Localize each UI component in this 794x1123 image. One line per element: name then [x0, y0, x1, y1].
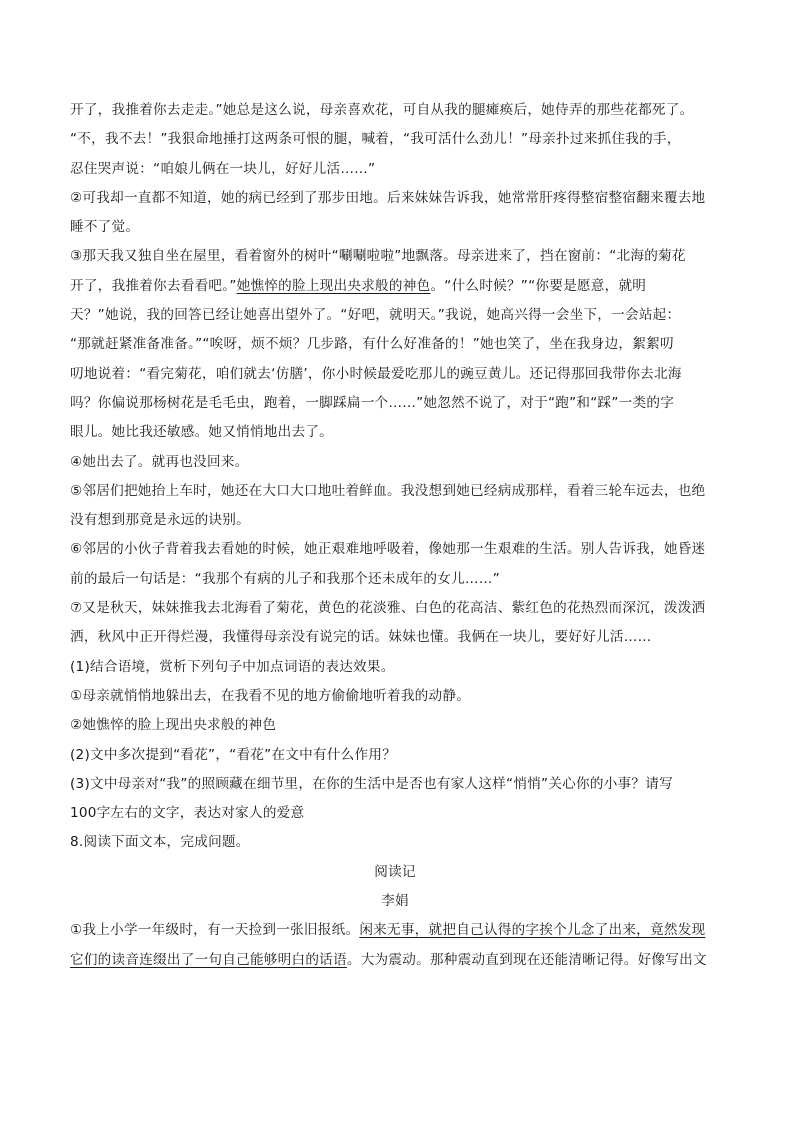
text-segment: ⑤邻居们把她抬上车时，她还在大口大口地吐着鲜血。我没想到她已经病成那样，看着三轮车远去，也绝: [70, 482, 706, 499]
text-segment: 叨地说着：“看完菊花，咱们就去‘仿膳’，你小时候最爱吃那儿的豌豆黄儿。还记得那回我带你去北海: [70, 365, 682, 382]
text-line: [70, 96, 720, 125]
underlined-text: 它们的读音连缀出了一句自己能够明白的话语: [70, 951, 347, 968]
text-segment: 。大为震动。那种震动直到现在还能清晰记得。好像写出文: [346, 951, 707, 968]
text-line: [70, 711, 720, 740]
text-line: [70, 887, 720, 916]
text-line: [70, 653, 720, 682]
text-segment: 开了，我推着你去看看吧。”: [70, 277, 237, 294]
text-line: [70, 330, 720, 359]
document-page: [70, 96, 720, 975]
text-line: [70, 448, 720, 477]
text-line: [70, 682, 720, 711]
underlined-text: 闲来无事，就把自己认得的字挨个儿念了出来，竟然发现: [359, 922, 706, 939]
text-segment: ①母亲就悄悄地躲出去，在我看不见的地方偷偷地听着我的动静。: [70, 687, 471, 704]
text-line: [70, 565, 720, 594]
text-segment: (1)结合语境，赏析下列句子中加点词语的表达效果。: [70, 658, 395, 675]
text-segment: ⑦又是秋天，妹妹推我去北海看了菊花，黄色的花淡雅、白色的花高洁、紫红色的花热烈而深沉，泼泼洒: [70, 600, 706, 617]
text-line: [70, 213, 720, 242]
text-segment: 阅读记: [374, 863, 416, 880]
text-segment: 忍住哭声说：“咱娘儿俩在一块儿，好好儿活……”: [70, 160, 376, 177]
text-line: [70, 242, 720, 271]
text-line: [70, 770, 720, 799]
text-segment: 睡不了觉。: [70, 219, 140, 236]
text-segment: ⑥邻居的小伙子背着我去看她的时候，她正艰难地呼吸着，像她那一生艰难的生活。别人告诉我，她昏迷: [70, 541, 706, 558]
text-segment: 100字左右的文字，表达对家人的爱意: [70, 805, 305, 822]
text-line: [70, 477, 720, 506]
text-line: [70, 272, 720, 301]
text-line: [70, 301, 720, 330]
text-line: [70, 594, 720, 623]
text-line: [70, 741, 720, 770]
text-segment: ③那天我又独自坐在屋里，看着窗外的树叶“唰唰啦啦”地飘落。母亲进来了，挡在窗前：“北海的菊花: [70, 248, 686, 265]
text-segment: 吗？你偏说那杨树花是毛毛虫，跑着，一脚踩扁一个……”她忽然不说了，对于“跑”和“踩”一类的字: [70, 394, 675, 411]
text-line: [70, 506, 720, 535]
text-segment: ④她出去了。就再也没回来。: [70, 453, 249, 470]
text-segment: 天？”她说，我的回答已经让她喜出望外了。“好吧，就明天。”我说，她高兴得一会坐下，一会站起：: [70, 307, 681, 324]
text-segment: 。“什么时候？”“你要是愿意，就明: [430, 277, 647, 294]
text-segment: “不，我不去！”我狠命地捶打这两条可恨的腿，喊着，“我可活什么劲儿！”母亲扑过来抓住我的手，: [70, 131, 681, 148]
text-line: [70, 418, 720, 447]
text-segment: “那就赶紧准备准备。”“唉呀，烦不烦？几步路，有什么好准备的！”她也笑了，坐在我身边，絮絮叨: [70, 336, 674, 353]
text-line: [70, 828, 720, 857]
text-segment: (3)文中母亲对“我”的照顾藏在细节里，在你的生活中是否也有家人这样“悄悄”关心你的小事？请写: [70, 775, 673, 792]
text-line: [70, 799, 720, 828]
text-line: [70, 916, 720, 945]
text-line: [70, 184, 720, 213]
text-line: [70, 389, 720, 418]
text-line: [70, 535, 720, 564]
text-segment: 前的最后一句话是：“我那个有病的儿子和我那个还未成年的女儿……”: [70, 570, 500, 587]
text-segment: 没有想到那竟是永远的诀别。: [70, 512, 250, 529]
text-segment: 洒，秋风中正开得烂漫，我懂得母亲没有说完的话。妹妹也懂。我俩在一块儿，要好好儿活……: [70, 629, 652, 646]
text-line: [70, 125, 720, 154]
text-segment: ①我上小学一年级时，有一天捡到一张旧报纸。: [70, 922, 360, 939]
underlined-text: 她憔悴的脸上现出央求般的神色: [236, 277, 431, 294]
text-line: [70, 623, 720, 652]
text-line: [70, 360, 720, 389]
text-segment: 开了，我推着你去走走。”她总是这么说，母亲喜欢花，可自从我的腿瘫痪后，她侍弄的那些花都死了。: [70, 102, 694, 118]
text-segment: (2)文中多次提到“看花”，“看花”在文中有什么作用？: [70, 746, 397, 763]
text-segment: 李娟: [381, 893, 409, 910]
text-segment: ②可我却一直都不知道，她的病已经到了那步田地。后来妹妹告诉我，她常常肝疼得整宿整宿翻来覆去地: [70, 189, 706, 206]
text-line: [70, 155, 720, 184]
text-line: [70, 858, 720, 887]
text-segment: 眼儿。她比我还敏感。她又悄悄地出去了。: [70, 424, 334, 441]
text-segment: 8.阅读下面文本，完成问题。: [70, 834, 250, 851]
text-segment: ②她憔悴的脸上现出央求般的神色: [70, 717, 277, 734]
text-line: [70, 946, 720, 975]
